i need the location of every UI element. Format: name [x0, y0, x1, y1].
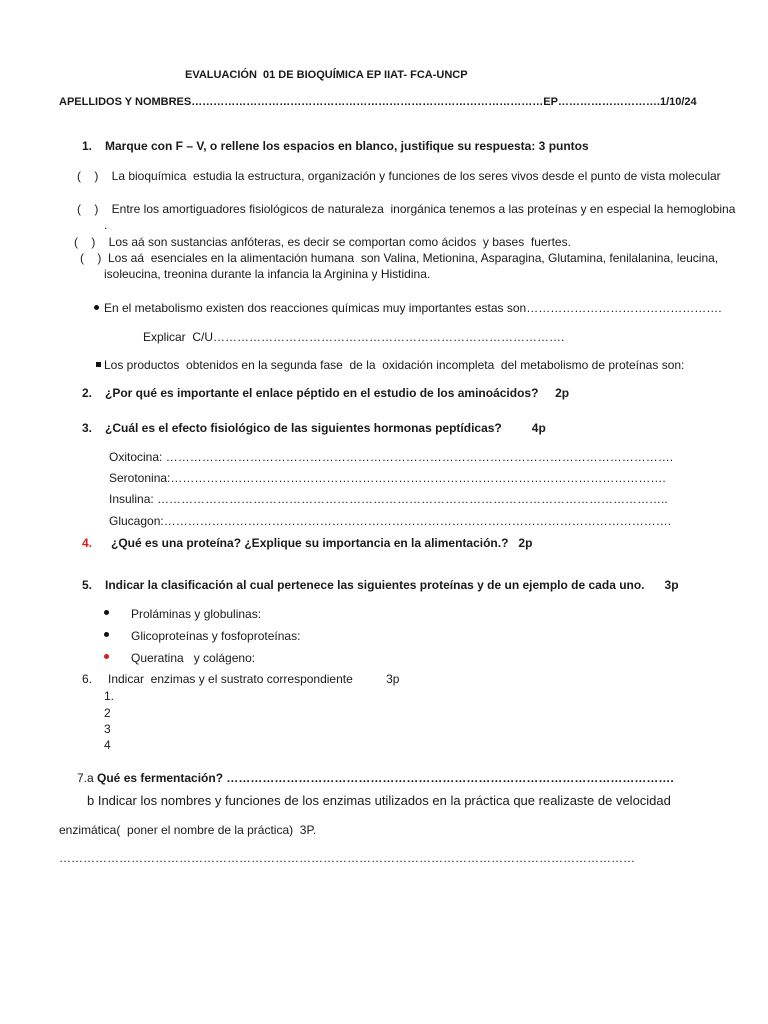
enzyme-item-3: 3 [104, 722, 111, 736]
question-7b-line-2: enzimática( poner el nombre de la práctica) 3P. [59, 823, 317, 837]
hormone-line-insulina: Insulina: ……………………………………………………………………………………………………………….. [109, 492, 668, 506]
bullet-icon [104, 654, 109, 659]
question-1-text: Marque con F – V, o rellene los espacios en blanco, justifique su respuesta: 3 puntos [105, 139, 589, 153]
enzyme-item-1: 1. [104, 689, 115, 703]
question-5-text: Indicar la clasificación al cual pertenece las siguientes proteínas y de un ejemplo de cada uno. 3p [105, 578, 679, 592]
question-7b-line-1: b Indicar los nombres y funciones de los enzimas utilizados en la práctica que realizaste de velocidad [87, 793, 671, 808]
question-4-text: ¿Qué es una proteína? ¿Explique su importancia en la alimentación.? 2p [111, 536, 533, 550]
tf-item-4: ( ) Los aá esenciales en la alimentación humana son Valina, Metionina, Asparagina, Glutamina, fenilalanina, leucina, [80, 251, 719, 265]
question-7 [77, 771, 674, 785]
tf-item-4-cont: isoleucina, treonina durante la infancia la Arginina y Histidina. [104, 267, 431, 281]
square-bullet-icon [96, 362, 101, 367]
bullet-icon [104, 632, 109, 637]
tf-item-2-dot: . [104, 218, 108, 232]
question-2-number: 2. [82, 386, 93, 400]
question-6-number: 6. [82, 672, 93, 686]
question-7a-text: Qué es fermentación? …………………………………………………………………………………………………. [97, 771, 674, 785]
enzyme-item-4: 4 [104, 738, 111, 752]
tf-item-1: ( ) La bioquímica estudia la estructura, organización y funciones de los seres vivos desde el punto de vista molecular [77, 169, 721, 183]
question-5-number: 5. [82, 578, 93, 592]
hormone-line-oxitocina: Oxitocina: ………………………………………………………………………………………………………………. [109, 450, 674, 464]
hormone-line-glucagon: Glucagon:………………………………………………………………………………………………………………. [109, 514, 672, 528]
bullet-icon [104, 610, 109, 615]
exam-title: EVALUACIÓN 01 DE BIOQUÍMICA EP IIAT- FCA-UNCP [185, 69, 468, 81]
protein-item-2: Glicoproteínas y fosfoproteínas: [131, 629, 301, 643]
question-7a-prefix: 7.a [77, 771, 98, 785]
bullet-icon [94, 305, 99, 310]
tf-item-3: ( ) Los aá son sustancias anfóteras, es decir se comportan como ácidos y bases fuertes. [74, 235, 571, 249]
question-3-text: ¿Cuál es el efecto fisiológico de las siguientes hormonas peptídicas? 4p [105, 421, 546, 435]
answer-dots-line: ……………………………………………………………………………………………………………………………… [59, 851, 635, 865]
question-1-number: 1. [82, 139, 93, 153]
protein-item-1: Proláminas y globulinas: [131, 607, 262, 621]
name-line: APELLIDOS Y NOMBRES……………………………………………………………………………………EP……………………….1/10/24 [59, 96, 697, 108]
hormone-line-serotonina: Serotonina:……………………………………………………………………………………………………………. [109, 471, 666, 485]
products-line: Los productos obtenidos en la segunda fase de la oxidación incompleta del metabolismo de proteínas son: [104, 358, 685, 372]
tf-item-2: ( ) Entre los amortiguadores fisiológicos de naturaleza inorgánica tenemos a las proteínas y en especial la hemoglobina [77, 202, 736, 216]
explain-line: Explicar C/U……………………………………………………………………………. [143, 330, 565, 344]
question-4-number: 4. [82, 536, 93, 550]
enzyme-item-2: 2 [104, 706, 111, 720]
protein-item-3: Queratina y colágeno: [131, 651, 256, 665]
question-3-number: 3. [82, 421, 93, 435]
question-6-text: Indicar enzimas y el sustrato correspondiente 3p [108, 672, 400, 686]
question-2-text: ¿Por qué es importante el enlace péptido en el estudio de los aminoácidos? 2p [105, 386, 570, 400]
metabolism-line: En el metabolismo existen dos reacciones químicas muy importantes estas son…………………………………………. [104, 301, 722, 315]
